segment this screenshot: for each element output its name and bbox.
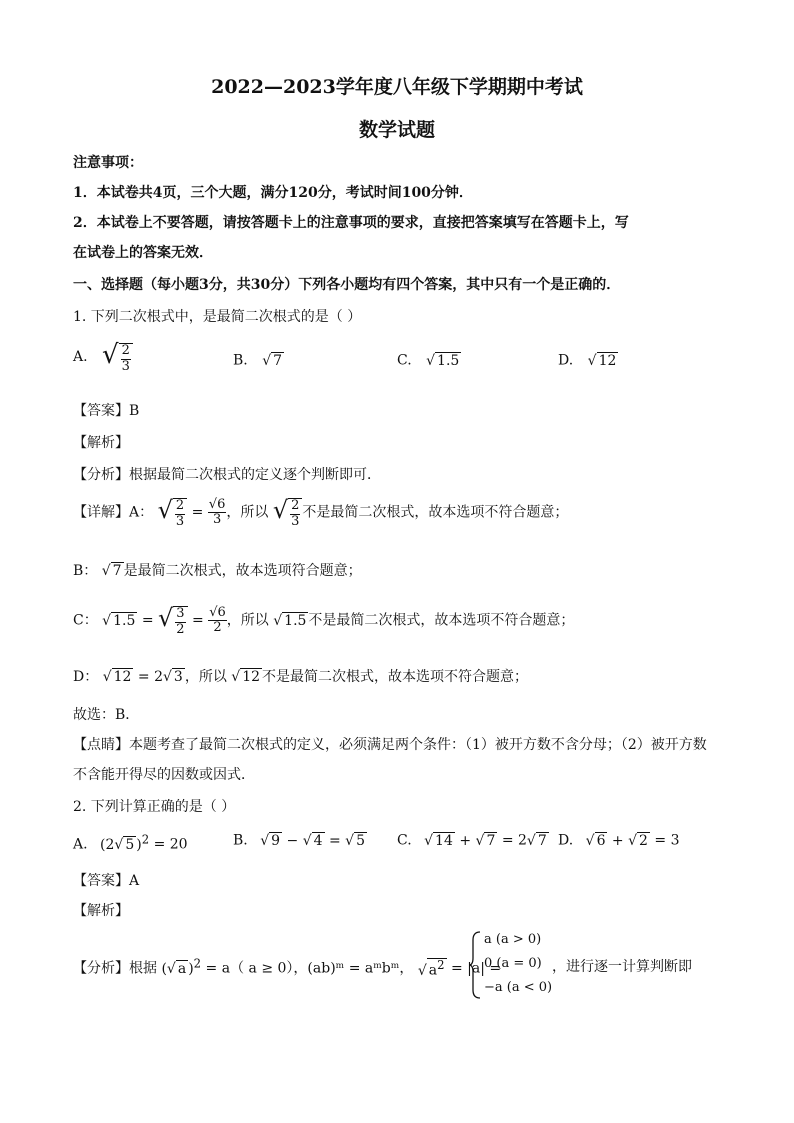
q1-analysis-label: 【解析】 xyxy=(73,435,129,451)
q2-option-a: A. (2√ 5 )$^2$ = 20 xyxy=(73,832,188,854)
q1-detail-b-prefix: B： xyxy=(73,563,98,579)
q1-choose: 故选：B． xyxy=(73,707,140,723)
q1-option-b-label: B. xyxy=(233,352,248,369)
question-1-stem: 1. 下列二次根式中，是最简二次根式的是（ ） xyxy=(73,309,362,325)
q1-fenxi-label: 【分析】 xyxy=(73,467,129,483)
q2-case-3: −a (a < 0) xyxy=(484,980,553,995)
q1-answer xyxy=(73,400,139,420)
q1-option-d-label: D. xyxy=(558,352,574,369)
q1-detail-c-prefix: C： xyxy=(73,612,98,629)
q2-fenxi-label: 【分析】 xyxy=(73,960,129,977)
q2-option-b-label: B. xyxy=(233,832,248,849)
q1-detail-a: 【详解】A： √ $\frac{2}{3}$ = $\frac{√6}{3}$ ，所以 √ $\frac{2}{3}$ 不是最简二次根式，故本选项不符合题意； xyxy=(73,496,569,529)
q1-detail-a-suffix: ，所以 xyxy=(226,504,269,521)
q1-answer-value: B xyxy=(129,403,140,419)
q1-a-numerator: 2 xyxy=(121,343,130,359)
q1-detail-d-prefix: D： xyxy=(73,669,99,685)
notes-item-1: 1．本试卷共4页，三个大题，满分120分，考试时间100分钟． xyxy=(73,185,473,201)
q2-option-a-label: A. xyxy=(73,836,88,853)
q2-fenxi-rule-1: = a（ a ≥ 0）， xyxy=(205,960,308,977)
q1-dianjing-text-1: 本题考查了最简二次根式的定义，必须满足两个条件：（1）被开方数不含分母；（2）被开方数 xyxy=(129,737,707,753)
page-subtitle: 数学试题 xyxy=(358,119,435,141)
q2-option-b: B. √ 9 − √ 4 = √ 5 xyxy=(233,832,366,849)
q2-option-d: D. √ 6 + √ 2 = 3 xyxy=(558,832,680,849)
q1-detail-d-end: 不是最简二次根式，故本选项不符合题意； xyxy=(262,669,529,685)
q2-case-1: a (a > 0) xyxy=(484,932,542,947)
q2-answer-value: A xyxy=(129,873,140,889)
q1-fenxi xyxy=(73,464,381,484)
q1-detail-d-eq: = 2 xyxy=(137,669,163,685)
q1-b-radicand: 7 xyxy=(273,353,283,369)
q2-option-c: C. √ 14 + √ 7 = 2√ 7 xyxy=(397,832,547,849)
page-title: 2022—2023学年度八年级下学期期中考试 xyxy=(211,76,583,98)
q1-detail-c: C： √ 1.5 = √ $\frac{3}{2}$ = $\frac{√6}{2}$ ，所以 √ 1.5 不是最简二次根式，故本选项不符合题意； xyxy=(73,604,575,637)
q1-dianjing-label: 【点睛】 xyxy=(73,737,129,753)
q1-detail-b: B： √ 7 是最简二次根式，故本选项符合题意； xyxy=(73,563,362,580)
q2-option-c-label: C. xyxy=(397,832,412,849)
q1-option-d: D. √ 12 xyxy=(558,352,617,369)
notes-item-2-line-1: 2．本试卷上不要答题，请按答题卡上的注意事项的要求，直接把答案填写在答题卡上，写 xyxy=(73,215,629,231)
q2-option-c-expr: = 2 xyxy=(501,832,527,849)
notes-item-2-line-2: 在试卷上的答案无效． xyxy=(73,245,213,261)
q1-dianjing-line-2: 不含能开得尽的因数或因式． xyxy=(73,767,255,783)
q2-fenxi-rule-2: (ab)ᵐ = aᵐbᵐ， xyxy=(307,960,414,977)
q1-dianjing-line-1 xyxy=(73,734,707,754)
q1-detail-label: 【详解】 xyxy=(73,504,129,521)
q2-fenxi-eq: = |a| = xyxy=(450,960,502,977)
q1-option-c-label: C. xyxy=(397,352,412,369)
q2-fenxi: 【分析】根据 (√ a )$^2$ = a（ a ≥ 0），(ab)ᵐ = aᵐbᵐ， √ $a^2 = |a|$ = xyxy=(73,956,502,979)
q1-detail-c-end: 不是最简二次根式，故本选项不符合题意； xyxy=(308,612,575,629)
q2-fenxi-prefix: 根据 xyxy=(129,960,157,977)
q1-detail-b-end: 是最简二次根式，故本选项符合题意； xyxy=(123,563,362,579)
q2-brace-icon xyxy=(468,930,482,1000)
question-2-stem: 2. 下列计算正确的是（ ） xyxy=(73,799,236,815)
q1-a-denominator: 3 xyxy=(121,358,130,374)
q2-answer xyxy=(73,870,139,890)
q1-c-radicand: 1.5 xyxy=(437,353,460,369)
q2-analysis-label: 【解析】 xyxy=(73,903,129,919)
q2-fenxi-suffix: ，进行逐一计算判断即 xyxy=(552,959,692,975)
q2-case-2: 0 (a = 0) xyxy=(484,956,542,971)
q1-detail-a-end: 不是最简二次根式，故本选项不符合题意； xyxy=(302,504,569,521)
q2-option-d-label: D. xyxy=(558,832,574,849)
q1-detail-c-suffix: ，所以 xyxy=(226,612,269,629)
q1-detail-d-suffix: ，所以 xyxy=(184,669,227,685)
q1-option-a-label: A. xyxy=(73,348,88,365)
q1-d-radicand: 12 xyxy=(598,353,617,369)
q2-answer-label: 【答案】 xyxy=(73,873,129,889)
q1-option-a: A. √ $\frac{2}{3}$ xyxy=(73,340,133,374)
q1-fenxi-text: 根据最简二次根式的定义逐个判断即可． xyxy=(129,467,381,483)
q2-option-a-expr: = 20 xyxy=(153,836,188,853)
q1-answer-label: 【答案】 xyxy=(73,403,129,419)
q1-detail-a-prefix: A： xyxy=(129,504,154,521)
q2-option-d-expr: = 3 xyxy=(654,832,680,849)
notes-heading: 注意事项： xyxy=(73,155,143,171)
q1-option-c: C. √ 1.5 xyxy=(397,352,460,369)
q1-option-b: B. √ 7 xyxy=(233,352,283,369)
section-1-heading: 一、选择题（每小题3分，共30分）下列各小题均有四个答案，其中只有一个是正确的． xyxy=(73,277,621,293)
q1-detail-d: D： √ 12 = 2√ 3 ，所以 √ 12 不是最简二次根式，故本选项不符合题意； xyxy=(73,669,529,686)
